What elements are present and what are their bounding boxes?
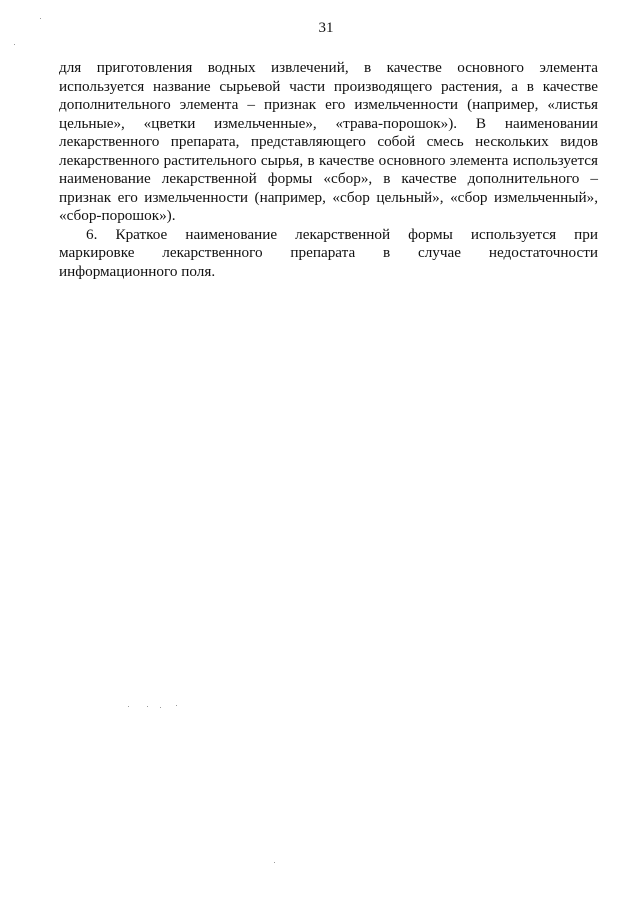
scan-speck bbox=[147, 706, 148, 707]
scan-speck bbox=[40, 18, 41, 19]
text-line: лекарственного растительного сырья, в качестве основного элемента используется bbox=[59, 151, 598, 169]
scan-speck bbox=[128, 706, 129, 707]
text-line: для приготовления водных извлечений, в качестве основного элемента bbox=[59, 59, 598, 76]
text-line: «сбор-порошок»). bbox=[59, 207, 176, 224]
scan-speck bbox=[14, 44, 15, 45]
text-line: признак его измельченности (например, «сбор цельный», «сбор измельченный», bbox=[59, 188, 598, 206]
scan-speck bbox=[160, 707, 161, 708]
text-line: лекарственного препарата, представляющего собой смесь нескольких видов bbox=[59, 133, 598, 150]
text-line: наименование лекарственной формы «сбор», в качестве дополнительного – bbox=[59, 170, 598, 187]
text-line: 6. Краткое наименование лекарственной формы используется при bbox=[86, 225, 598, 243]
paragraph bbox=[59, 59, 598, 226]
scan-speck bbox=[274, 862, 275, 863]
page-number: 31 bbox=[318, 20, 334, 36]
text-line: маркировке лекарственного препарата в случае недостаточности bbox=[59, 244, 598, 261]
text-line: цельные», «цветки измельченные», «трава-порошок»). В наименовании bbox=[59, 114, 598, 132]
scan-speck bbox=[176, 705, 177, 706]
body-text bbox=[59, 59, 598, 281]
text-line: дополнительного элемента – признак его измельченности (например, «листья bbox=[59, 96, 598, 113]
text-line: используется название сырьевой части производящего растения, а в качестве bbox=[59, 77, 598, 95]
paragraph bbox=[59, 226, 598, 282]
text-line: информационного поля. bbox=[59, 262, 216, 280]
